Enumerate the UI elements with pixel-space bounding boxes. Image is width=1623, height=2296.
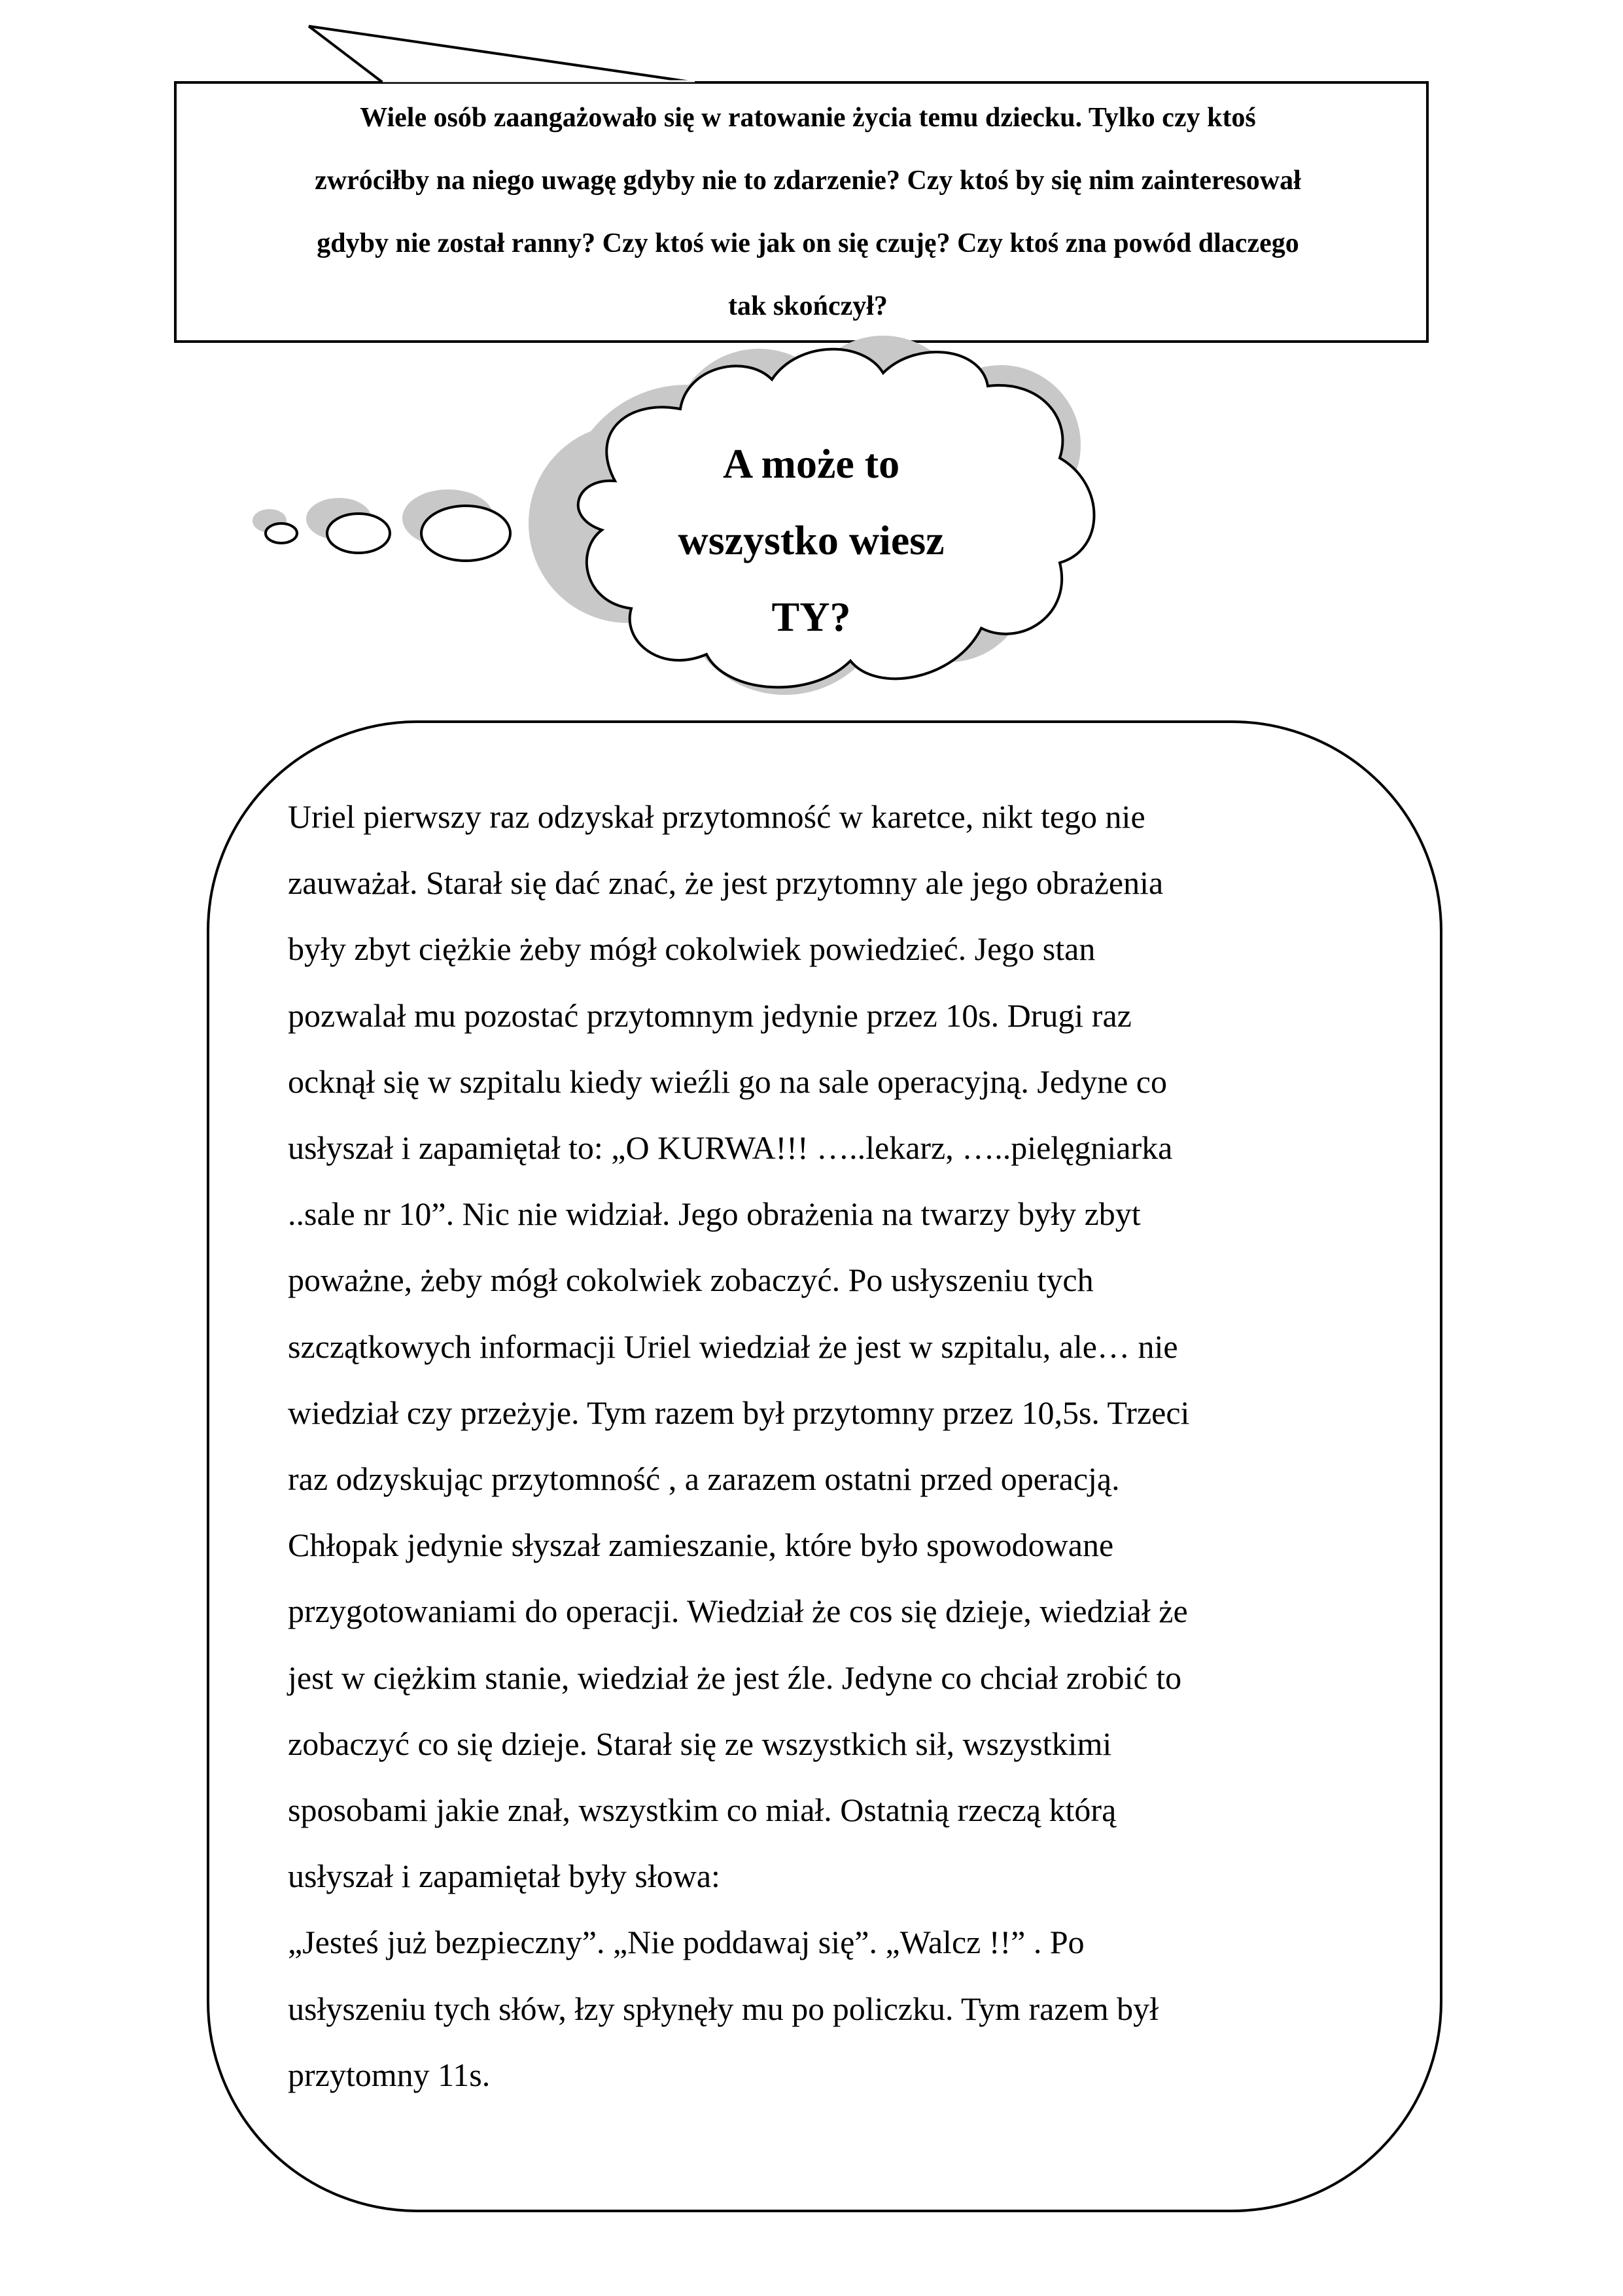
story-line: pozwalał mu pozostać przytomnym jedynie przez 10s. Drugi raz: [288, 997, 1132, 1034]
callout-line: gdyby nie został ranny? Czy ktoś wie jak on się czuję? Czy ktoś zna powód dlaczego: [317, 228, 1299, 258]
story-line: przygotowaniami do operacji. Wiedział że cos się dzieje, wiedział że: [288, 1593, 1188, 1630]
cloud-line: TY?: [771, 593, 851, 640]
callout-line: Wiele osób zaangażowało się w ratowanie życia temu dziecku. Tylko czy ktoś: [360, 103, 1256, 133]
story-line: Chłopak jedynie słyszał zamieszanie, które było spowodowane: [288, 1527, 1114, 1564]
story-line: usłyszał i zapamiętał to: „O KURWA!!! …..lekarz, …..pielęgniarka: [288, 1129, 1173, 1167]
callout-line: tak skończył?: [728, 291, 888, 321]
story-line: były zbyt ciężkie żeby mógł cokolwiek powiedzieć. Jego stan: [288, 930, 1096, 968]
story-line: poważne, żeby mógł cokolwiek zobaczyć. Po usłyszeniu tych: [288, 1262, 1094, 1299]
story-line: zauważał. Starał się dać znać, że jest przytomny ale jego obrażenia: [288, 864, 1164, 902]
story-line: usłyszał i zapamiętał były słowa:: [288, 1858, 720, 1895]
story-text: [288, 784, 1459, 2108]
thought-bubbles: [266, 506, 510, 561]
cloud-line: A może to: [722, 440, 900, 487]
cloud-line: wszystko wiesz: [678, 517, 945, 563]
story-line: usłyszeniu tych słów, łzy spłynęły mu po policzku. Tym razem był: [288, 1990, 1159, 2027]
story-line: szczątkowych informacji Uriel wiedział że jest w szpitalu, ale… nie: [288, 1328, 1178, 1365]
story-line: raz odzyskując przytomność , a zarazem ostatni przed operacją.: [288, 1460, 1120, 1498]
story-line: „Jesteś już bezpieczny”. „Nie poddawaj się”. „Walcz !!” . Po: [288, 1924, 1085, 1961]
story-line: zobaczyć co się dzieje. Starał się ze wszystkich sił, wszystkimi: [288, 1725, 1112, 1762]
story-line: przytomny 11s.: [288, 2056, 491, 2093]
story-line: wiedział czy przeżyje. Tym razem był przytomny przez 10,5s. Trzeci: [288, 1394, 1190, 1431]
callout-text: [186, 86, 1429, 338]
story-line: ocknął się w szpitalu kiedy wieźli go na sale operacyjną. Jedyne co: [288, 1063, 1167, 1100]
story-line: Uriel pierwszy raz odzyskał przytomność w karetce, nikt tego nie: [288, 798, 1145, 835]
callout-line: zwróciłby na niego uwagę gdyby nie to zdarzenie? Czy ktoś by się nim zainteresował: [315, 166, 1301, 196]
story-line: ..sale nr 10”. Nic nie widział. Jego obrażenia na twarzy były zbyt: [288, 1195, 1141, 1233]
cloud-text: [608, 425, 1014, 655]
story-line: jest w ciężkim stanie, wiedział że jest źle. Jedyne co chciał zrobić to: [288, 1659, 1182, 1696]
story-line: sposobami jakie znał, wszystkim co miał. Ostatnią rzeczą którą: [288, 1792, 1117, 1829]
